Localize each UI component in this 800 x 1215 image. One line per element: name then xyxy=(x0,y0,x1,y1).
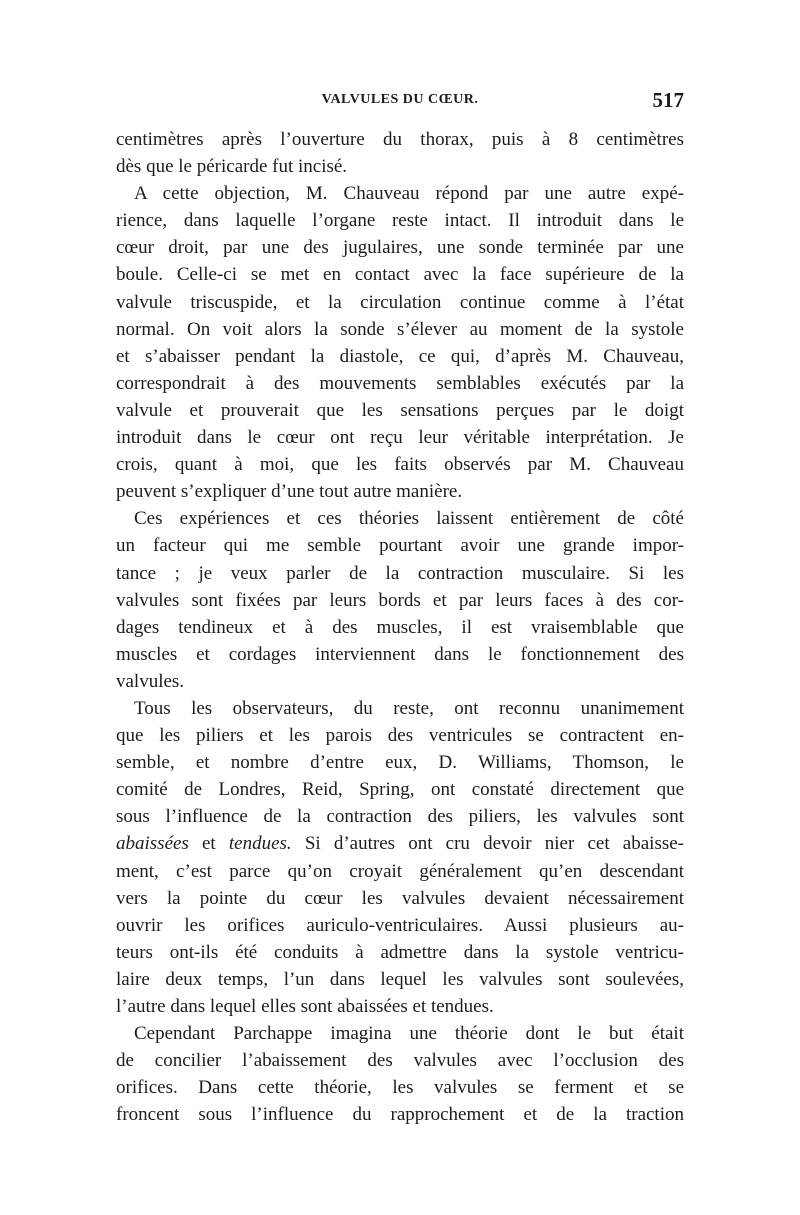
text-line: valvule et prouverait que les sensations perçues par le doigt xyxy=(116,399,684,421)
paragraph-2 xyxy=(116,180,684,505)
line-rest: Si d’autres ont cru devoir nier cet abaisse- xyxy=(291,833,684,855)
paragraph-1 xyxy=(116,126,684,180)
text-line: muscles et cordages interviennent dans le fonctionnement des xyxy=(116,643,684,665)
text-line: boule. Celle-ci se met en contact avec la face supérieure de la xyxy=(116,264,684,286)
text-line: peuvent s’expliquer d’une tout autre manière. xyxy=(116,481,463,503)
text-line: Tous les observateurs, du reste, ont reconnu unanimement xyxy=(134,697,684,719)
text-line: orifices. Dans cette théorie, les valvules se ferment et se xyxy=(116,1077,684,1099)
text-line: laire deux temps, l’un dans lequel les valvules sont soulevées, xyxy=(116,968,684,990)
running-title: VALVULES DU CŒUR. xyxy=(321,92,479,107)
text-line: et s’abaisser pendant la diastole, ce qui, d’après M. Chauveau, xyxy=(116,345,684,367)
text-line: ment, c’est parce qu’on croyait généralement qu’en descendant xyxy=(116,860,684,882)
book-page xyxy=(116,88,684,1168)
italic-term: tendues. xyxy=(228,833,292,855)
text-line: rience, dans laquelle l’organe reste intact. Il introduit dans le xyxy=(116,210,684,232)
conjunction: et xyxy=(188,833,229,855)
text-line: froncent sous l’influence du rapprochement et de la traction xyxy=(116,1104,684,1126)
text-line: un facteur qui me semble pourtant avoir une grande impor- xyxy=(116,535,684,557)
text-line: semble, et nombre d’entre eux, D. Williams, Thomson, le xyxy=(116,752,684,774)
text-line: A cette objection, M. Chauveau répond par une autre expé- xyxy=(134,183,684,205)
text-line: l’autre dans lequel elles sont abaissées et tendues. xyxy=(116,996,494,1017)
text-line: valvules sont fixées par leurs bords et par leurs faces à des cor- xyxy=(116,589,684,611)
text-line: normal. On voit alors la sonde s’élever au moment de la systole xyxy=(116,318,684,340)
text-line: tance ; je veux parler de la contraction musculaire. Si les xyxy=(116,562,684,584)
text-line: Ces expériences et ces théories laissent entièrement de côté xyxy=(134,508,684,530)
text-line: sous l’influence de la contraction des piliers, les valvules sont xyxy=(116,806,684,828)
text-line: valvule triscuspide, et la circulation continue comme à l’état xyxy=(116,291,684,313)
text-line: correspondrait à des mouvements semblables exécutés par la xyxy=(116,372,684,394)
paragraph-4 xyxy=(116,695,684,1020)
text-line: introduit dans le cœur ont reçu leur véritable interprétation. Je xyxy=(116,427,684,449)
text-line: ouvrir les orifices auriculo-ventriculaires. Aussi plusieurs au- xyxy=(116,914,684,936)
body-text xyxy=(116,126,684,1128)
text-line: dages tendineux et à des muscles, il est vraisemblable que xyxy=(116,616,684,638)
text-line-italic xyxy=(116,830,684,857)
text-line: cœur droit, par une des jugulaires, une sonde terminée par une xyxy=(116,237,684,259)
italic-term: abaissées xyxy=(116,833,189,855)
running-head xyxy=(116,88,684,118)
text-line: valvules. xyxy=(116,670,185,692)
text-line: crois, quant à moi, que les faits observés par M. Chauveau xyxy=(116,454,684,476)
text-line: Cependant Parchappe imagina une théorie dont le but était xyxy=(134,1023,684,1045)
text-line: dès que le péricarde fut incisé. xyxy=(116,156,348,178)
text-line: comité de Londres, Reid, Spring, ont constaté directement que xyxy=(116,779,684,801)
paragraph-3 xyxy=(116,505,684,695)
text-line: centimètres après l’ouverture du thorax, puis à 8 centimètres xyxy=(116,129,684,150)
text-line: teurs ont-ils été conduits à admettre dans la systole ventricu- xyxy=(116,941,684,963)
text-line: que les piliers et les parois des ventricules se contractent en- xyxy=(116,725,684,747)
paragraph-5 xyxy=(116,1020,684,1128)
text-line: vers la pointe du cœur les valvules devaient nécessairement xyxy=(116,887,684,909)
page-number: 517 xyxy=(652,88,684,112)
text-line: de concilier l’abaissement des valvules avec l’occlusion des xyxy=(116,1050,684,1072)
